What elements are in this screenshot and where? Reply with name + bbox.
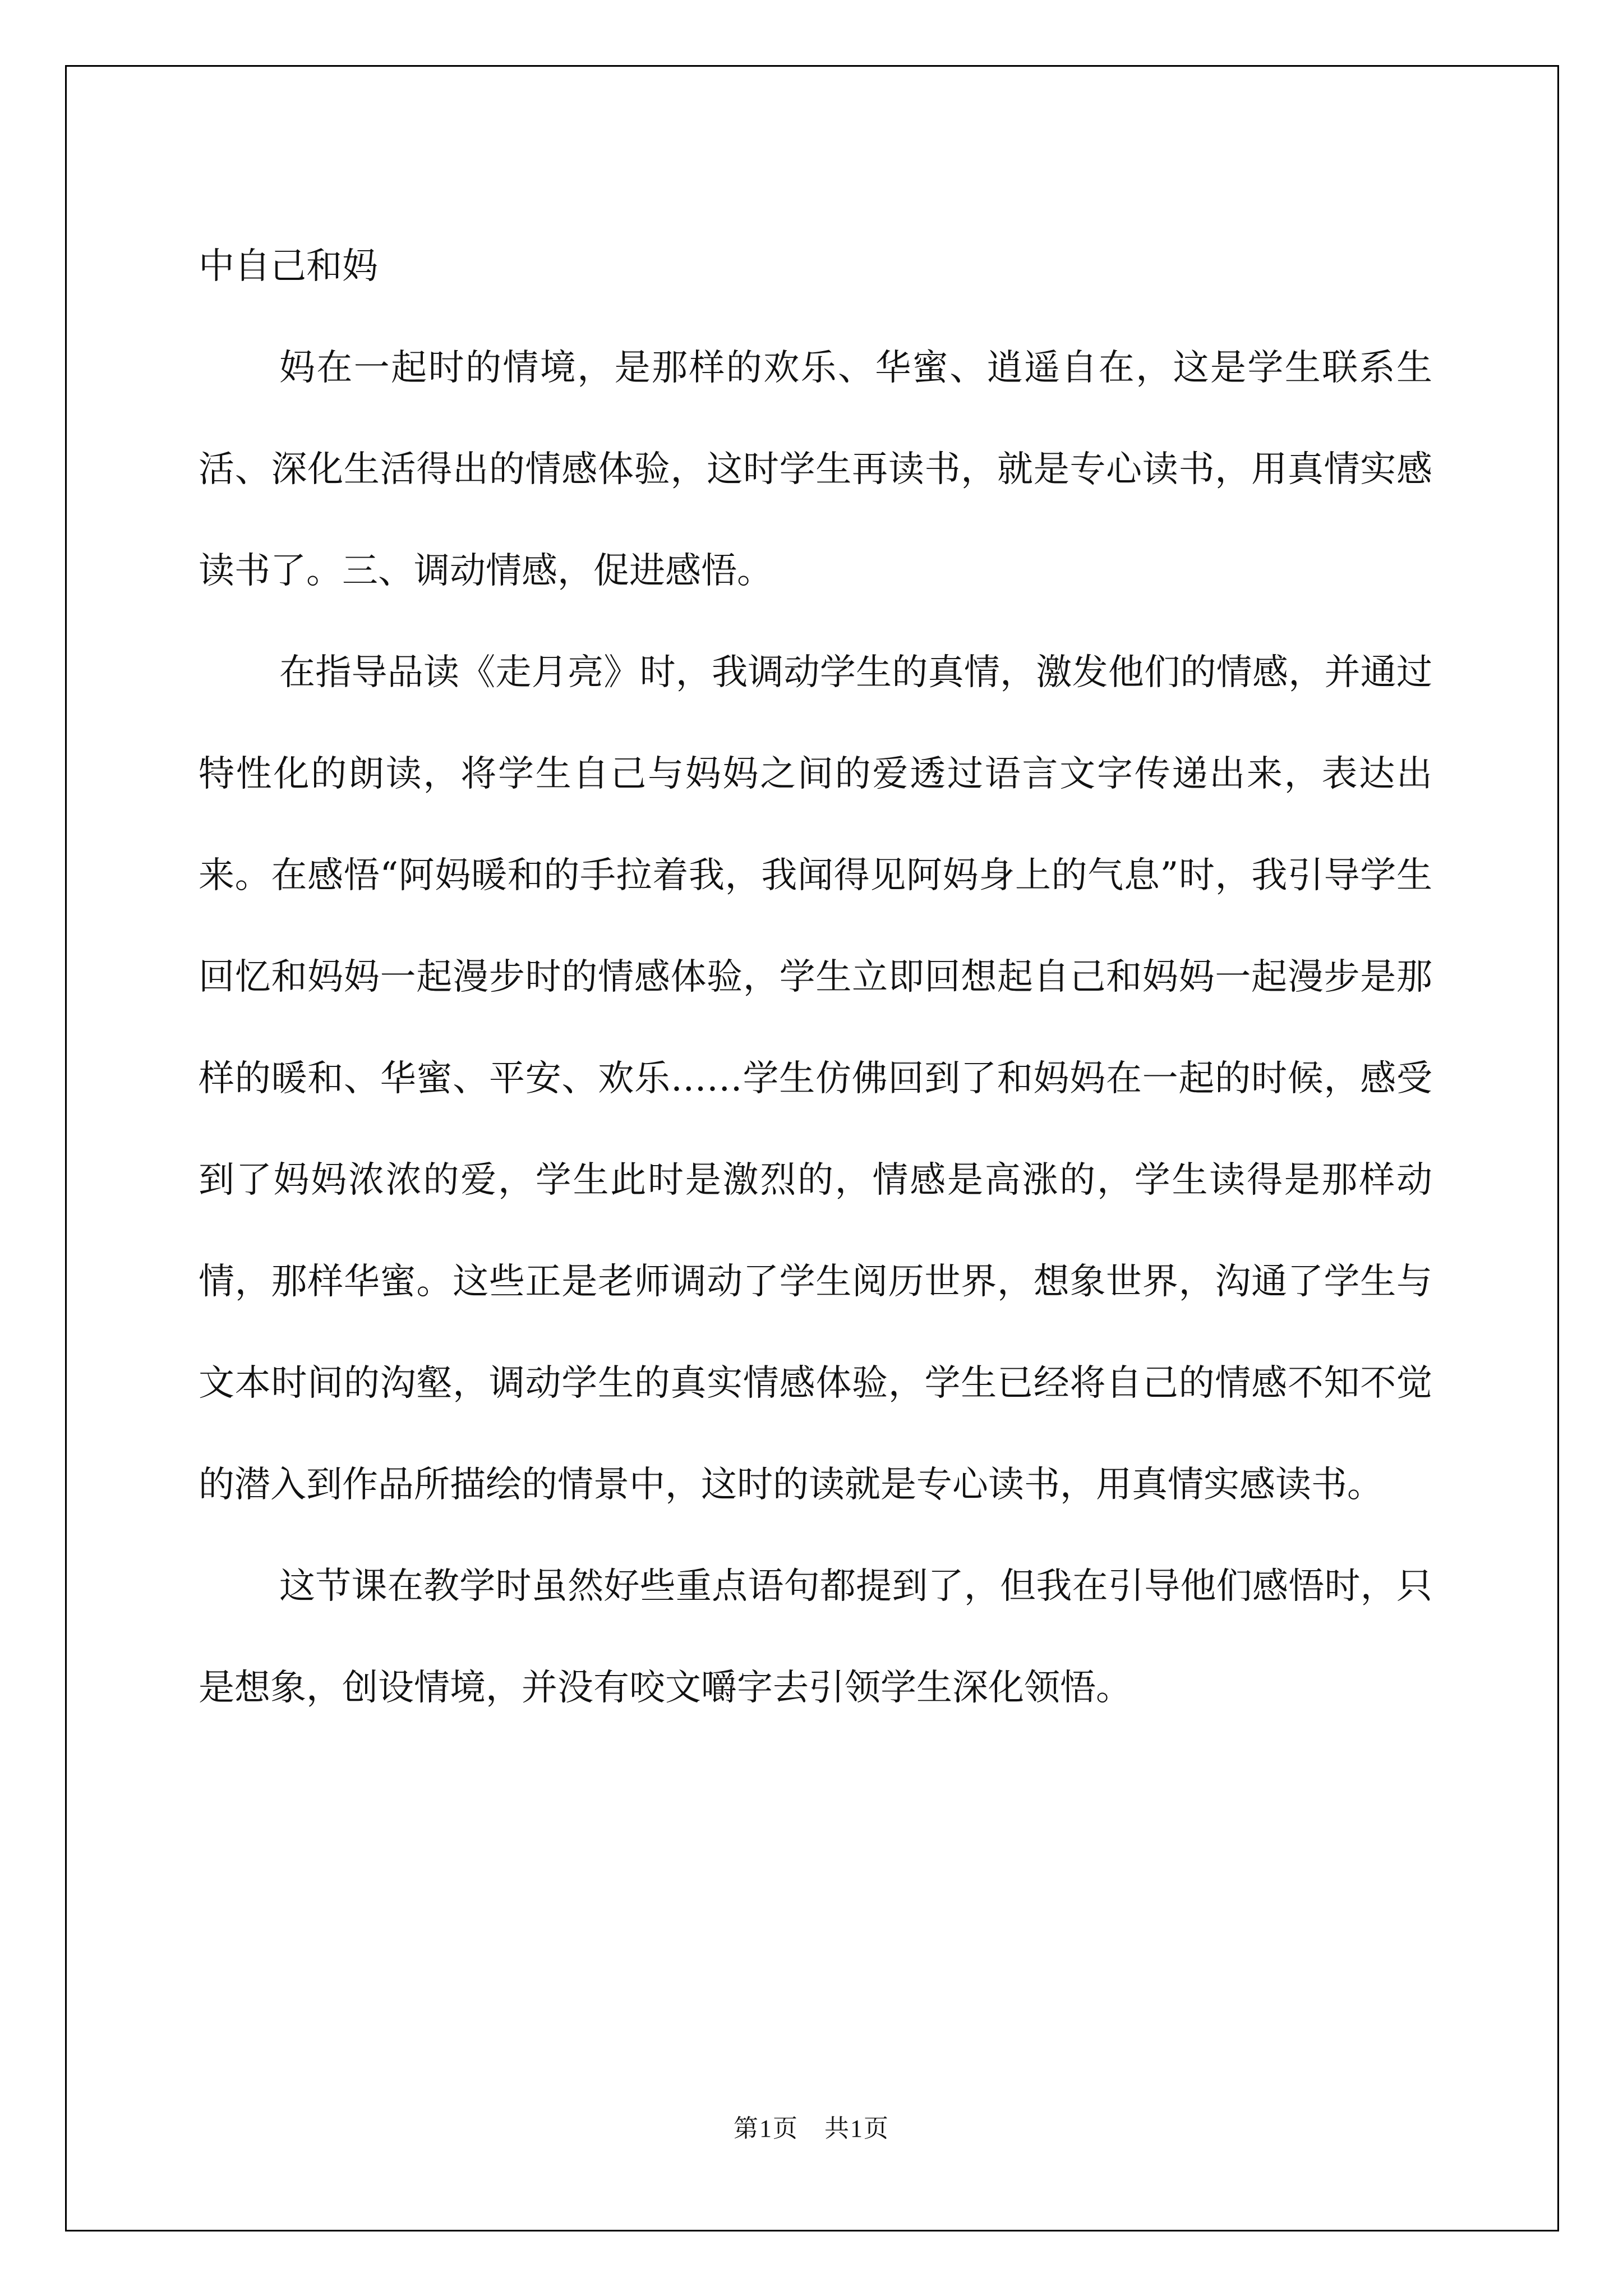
paragraph: 这节课在教学时虽然好些重点语句都提到了，但我在引导他们感悟时，只是想象，创设情境，并没有咬文嚼字去引领学生深化领悟。 xyxy=(199,1566,1432,1709)
paragraph: 妈在一起时的情境，是那样的欢乐、华蜜、逍遥自在，这是学生联系生活、深化生活得出的情感体验，这时学生再读书，就是专心读书，用真情实感读书了。三、调动情感，促进感悟。 xyxy=(199,347,1432,592)
paragraph: 在指导品读《走月亮》时，我调动学生的真情，激发他们的情感，并通过特性化的朗读，将学生自己与妈妈之间的爱透过语言文字传递出来，表达出来。在感悟“阿妈暖和的手拉着我，我闻得见阿妈身上的气息”时，我引导学生回忆和妈妈一起漫步时的情感体验，学生立即回想起自己和妈妈一起漫步是那样的暖和、华蜜、平安、欢乐……学生仿佛回到了和妈妈在一起的时候，感受到了妈妈浓浓的爱，学生此时是激烈的，情感是高涨的，学生读得是那样动情，那样华蜜。这些正是老师调动了学生阅历世界，想象世界，沟通了学生与文本时间的沟壑，调动学生的真实情感体验，学生已经将自己的情感不知不觉的潜入到作品所描绘的情景中，这时的读就是专心读书，用真情实感读书。 xyxy=(199,652,1432,1506)
page-footer: 第1页 共1页 xyxy=(734,2115,889,2142)
paragraph-continued: 中自己和妈 xyxy=(199,246,378,287)
document-body xyxy=(199,216,1432,1739)
